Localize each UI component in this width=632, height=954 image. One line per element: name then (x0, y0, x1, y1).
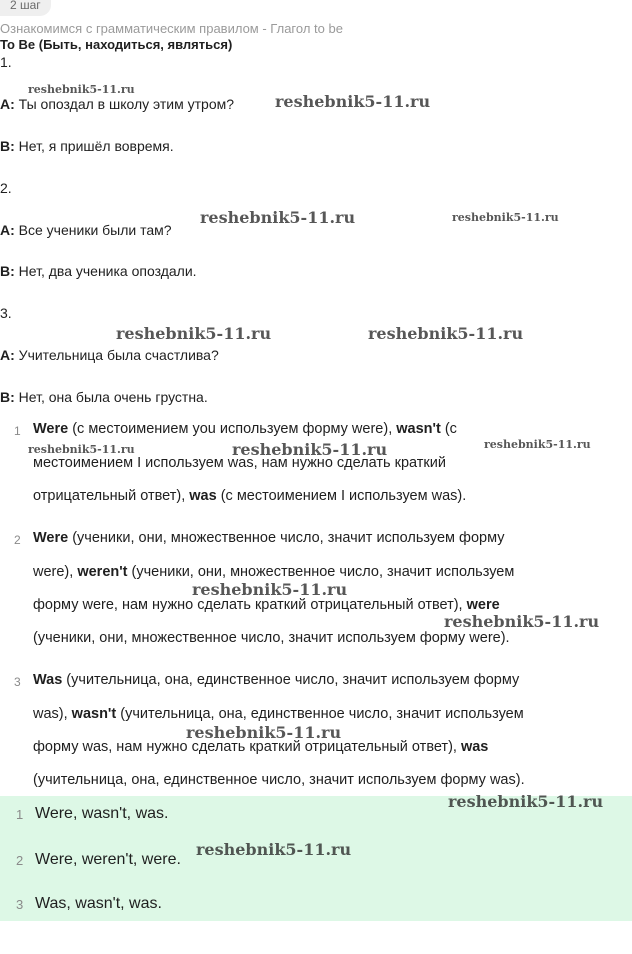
watermark: reshebnik5-11.ru (28, 83, 135, 96)
explanation-2-line (33, 564, 514, 580)
explanation-3-number: 3 (14, 675, 21, 689)
watermark: reshebnik5-11.ru (448, 792, 604, 811)
explanation-text: (с местоимением I используем was). (216, 488, 467, 504)
watermark: reshebnik5-11.ru (232, 440, 388, 459)
answer-1-text: Were, wasn't, was. (35, 805, 169, 822)
step-badge: 2 шаг (0, 0, 51, 16)
speaker-b-label: B: (0, 138, 15, 154)
explanation-3-line (33, 772, 525, 788)
explanation-2-line (33, 597, 500, 613)
dialogue-3-number: 3. (0, 305, 12, 321)
explanation-3-line (33, 706, 524, 722)
dialogue-1-number: 1. (0, 54, 12, 70)
watermark: reshebnik5-11.ru (186, 723, 342, 742)
watermark: reshebnik5-11.ru (200, 208, 356, 227)
dialogue-2-number: 2. (0, 180, 12, 196)
watermark: reshebnik5-11.ru (452, 211, 559, 224)
speaker-a-label: A: (0, 222, 15, 238)
answer-3-text: Was, wasn't, was. (35, 895, 162, 912)
explanation-text: (учительница, она, единственное число, значит используем форму (62, 672, 520, 688)
dialogue-1-line-a (0, 96, 234, 112)
watermark: reshebnik5-11.ru (196, 840, 352, 859)
explanation-1-number: 1 (14, 424, 21, 438)
speaker-b-label: B: (0, 389, 15, 405)
dialogue-text: Нет, я пришёл вовремя. (14, 138, 174, 154)
verb-form: Were (33, 530, 69, 546)
explanation-1-line (33, 421, 457, 437)
explanation-1-line (33, 488, 466, 504)
explanation-text: (ученики, они, множественное число, значит используем форму were). (33, 630, 510, 646)
dialogue-2-line-a (0, 222, 172, 238)
explanation-text: (учительница, она, единственное число, значит используем форму was). (33, 772, 525, 788)
explanation-text: (с (440, 421, 457, 437)
explanation-text: (ученики, они, множественное число, значит используем форму (68, 530, 505, 546)
explanation-text: форму was, нам нужно сделать краткий отрицательный ответ), (33, 739, 461, 755)
dialogue-text: Нет, два ученика опоздали. (14, 263, 197, 279)
speaker-b-label: B: (0, 263, 15, 279)
dialogue-3-line-b (0, 389, 208, 405)
watermark: reshebnik5-11.ru (444, 612, 600, 631)
answer-2-number: 2 (16, 853, 24, 868)
dialogue-text: Все ученики были там? (14, 222, 172, 238)
explanation-3-line (33, 672, 519, 688)
verb-form: wasn't (396, 421, 441, 437)
watermark: reshebnik5-11.ru (368, 324, 524, 343)
explanation-text: was), (33, 706, 72, 722)
verb-form: wasn't (71, 706, 117, 722)
dialogue-2-line-b (0, 263, 197, 279)
explanation-text: местоимением I используем was, нам нужно сделать краткий (33, 455, 446, 471)
clipped-header (0, 21, 440, 52)
explanation-text: were), (33, 564, 78, 580)
dialogue-text: Учительница была счастлива? (14, 347, 219, 363)
speaker-a-label: A: (0, 347, 15, 363)
verb-form: Was (33, 672, 63, 688)
explanation-text: форму were, нам нужно сделать краткий отрицательный ответ), (33, 597, 467, 613)
answer-3-number: 3 (16, 897, 24, 912)
verb-form: was (460, 739, 489, 755)
explanation-text: (ученики, они, множественное число, значит используем (127, 564, 515, 580)
explanation-2-line (33, 530, 505, 546)
watermark: reshebnik5-11.ru (484, 438, 591, 451)
dialogue-3-line-a (0, 347, 219, 363)
explanation-2-number: 2 (14, 533, 21, 547)
verb-form: Were (33, 421, 69, 437)
watermark: reshebnik5-11.ru (275, 92, 431, 111)
dialogue-1-line-b (0, 138, 174, 154)
answer-2-text: Were, weren't, were. (35, 851, 181, 868)
speaker-a-label: A: (0, 96, 15, 112)
watermark: reshebnik5-11.ru (28, 443, 135, 456)
explanation-2-line (33, 630, 510, 646)
verb-form: were (466, 597, 500, 613)
verb-form: was (189, 488, 217, 504)
explanation-text: отрицательный ответ), (33, 488, 190, 504)
watermark: reshebnik5-11.ru (116, 324, 272, 343)
dialogue-text: Ты опоздал в школу этим утром? (14, 96, 235, 112)
dialogue-text: Нет, она была очень грустна. (14, 389, 208, 405)
header-subtitle: Ознакомимся с грамматическим правилом - Глагол to be (0, 21, 343, 36)
header-title: To Be (Быть, находиться, являться) (0, 37, 233, 52)
answer-1-number: 1 (16, 807, 24, 822)
explanation-text: (учительница, она, единственное число, значит используем (116, 706, 524, 722)
explanation-text: (с местоимением you используем форму were), (68, 421, 397, 437)
verb-form: weren't (77, 564, 128, 580)
watermark: reshebnik5-11.ru (192, 580, 348, 599)
